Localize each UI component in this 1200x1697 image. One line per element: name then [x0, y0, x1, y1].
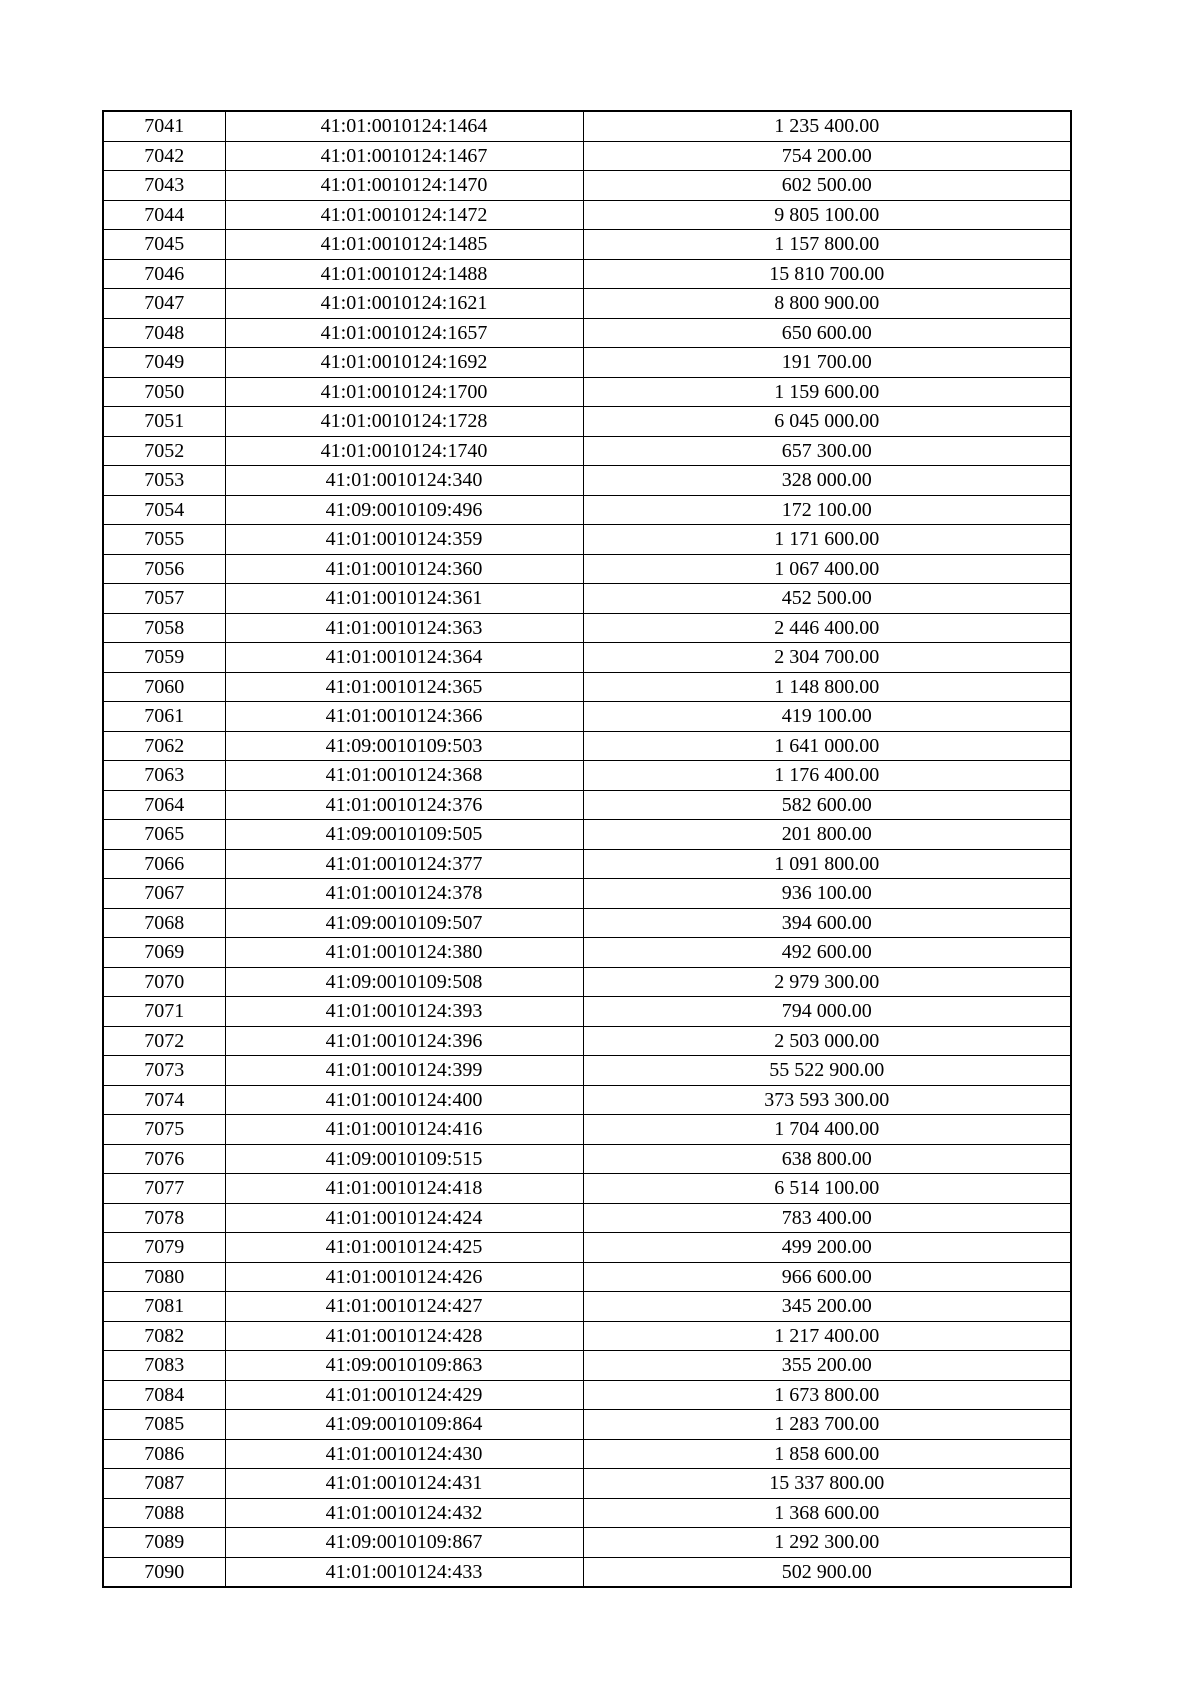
table-row	[103, 613, 1071, 643]
cadastral-value-cell: 936 100.00	[583, 879, 1071, 909]
cadastral-number-cell: 41:01:0010124:364	[225, 643, 583, 673]
cadastral-value-cell: 1 148 800.00	[583, 672, 1071, 702]
cadastral-value-cell: 55 522 900.00	[583, 1056, 1071, 1086]
cadastral-value-cell: 6 045 000.00	[583, 407, 1071, 437]
cadastral-value-cell: 15 337 800.00	[583, 1469, 1071, 1499]
table-row	[103, 289, 1071, 319]
cadastral-value-cell: 2 979 300.00	[583, 967, 1071, 997]
cadastral-number-cell: 41:01:0010124:425	[225, 1233, 583, 1263]
cadastral-number-cell: 41:01:0010124:1692	[225, 348, 583, 378]
table-row	[103, 1115, 1071, 1145]
row-number-cell: 7082	[103, 1321, 225, 1351]
row-number-cell: 7087	[103, 1469, 225, 1499]
cadastral-number-cell: 41:01:0010124:377	[225, 849, 583, 879]
cadastral-number-cell: 41:01:0010124:1485	[225, 230, 583, 260]
table-row	[103, 1292, 1071, 1322]
table-row	[103, 849, 1071, 879]
table-row	[103, 997, 1071, 1027]
cadastral-value-cell: 345 200.00	[583, 1292, 1071, 1322]
document-page	[102, 110, 1070, 1588]
table-row	[103, 938, 1071, 968]
row-number-cell: 7079	[103, 1233, 225, 1263]
cadastral-number-cell: 41:01:0010124:428	[225, 1321, 583, 1351]
cadastral-value-cell: 1 673 800.00	[583, 1380, 1071, 1410]
row-number-cell: 7063	[103, 761, 225, 791]
table-row	[103, 111, 1071, 141]
table-row	[103, 436, 1071, 466]
table-row	[103, 820, 1071, 850]
row-number-cell: 7055	[103, 525, 225, 555]
row-number-cell: 7058	[103, 613, 225, 643]
cadastral-number-cell: 41:01:0010124:361	[225, 584, 583, 614]
cadastral-value-cell: 502 900.00	[583, 1557, 1071, 1587]
cadastral-value-cell: 1 858 600.00	[583, 1439, 1071, 1469]
cadastral-value-cell: 1 283 700.00	[583, 1410, 1071, 1440]
table-row	[103, 1557, 1071, 1587]
table-row	[103, 584, 1071, 614]
row-number-cell: 7064	[103, 790, 225, 820]
table-row	[103, 879, 1071, 909]
row-number-cell: 7056	[103, 554, 225, 584]
table-row	[103, 702, 1071, 732]
row-number-cell: 7053	[103, 466, 225, 496]
cadastral-value-cell: 1 641 000.00	[583, 731, 1071, 761]
row-number-cell: 7065	[103, 820, 225, 850]
table-row	[103, 967, 1071, 997]
cadastral-value-cell: 1 176 400.00	[583, 761, 1071, 791]
cadastral-value-cell: 419 100.00	[583, 702, 1071, 732]
cadastral-number-cell: 41:01:0010124:368	[225, 761, 583, 791]
cadastral-value-cell: 582 600.00	[583, 790, 1071, 820]
row-number-cell: 7077	[103, 1174, 225, 1204]
table-row	[103, 259, 1071, 289]
cadastral-value-cell: 650 600.00	[583, 318, 1071, 348]
cadastral-number-cell: 41:01:0010124:365	[225, 672, 583, 702]
cadastral-number-cell: 41:01:0010124:429	[225, 1380, 583, 1410]
cadastral-value-cell: 2 503 000.00	[583, 1026, 1071, 1056]
row-number-cell: 7073	[103, 1056, 225, 1086]
cadastral-number-cell: 41:09:0010109:867	[225, 1528, 583, 1558]
row-number-cell: 7084	[103, 1380, 225, 1410]
table-row	[103, 672, 1071, 702]
table-row	[103, 377, 1071, 407]
cadastral-value-cell: 1 157 800.00	[583, 230, 1071, 260]
cadastral-value-cell: 6 514 100.00	[583, 1174, 1071, 1204]
row-number-cell: 7081	[103, 1292, 225, 1322]
cadastral-value-cell: 172 100.00	[583, 495, 1071, 525]
table-row	[103, 1262, 1071, 1292]
table-row	[103, 1498, 1071, 1528]
cadastral-number-cell: 41:01:0010124:380	[225, 938, 583, 968]
cadastral-number-cell: 41:09:0010109:864	[225, 1410, 583, 1440]
cadastral-value-cell: 754 200.00	[583, 141, 1071, 171]
table-row	[103, 495, 1071, 525]
cadastral-value-cell: 15 810 700.00	[583, 259, 1071, 289]
cadastral-value-cell: 657 300.00	[583, 436, 1071, 466]
row-number-cell: 7070	[103, 967, 225, 997]
row-number-cell: 7080	[103, 1262, 225, 1292]
cadastral-number-cell: 41:09:0010109:503	[225, 731, 583, 761]
cadastral-number-cell: 41:01:0010124:432	[225, 1498, 583, 1528]
cadastral-number-cell: 41:01:0010124:427	[225, 1292, 583, 1322]
table-row	[103, 908, 1071, 938]
row-number-cell: 7074	[103, 1085, 225, 1115]
table-body	[103, 111, 1071, 1587]
table-row	[103, 1439, 1071, 1469]
row-number-cell: 7043	[103, 171, 225, 201]
cadastral-value-cell: 1 091 800.00	[583, 849, 1071, 879]
cadastral-value-cell: 373 593 300.00	[583, 1085, 1071, 1115]
cadastral-value-cell: 355 200.00	[583, 1351, 1071, 1381]
cadastral-value-cell: 201 800.00	[583, 820, 1071, 850]
cadastral-number-cell: 41:01:0010124:396	[225, 1026, 583, 1056]
cadastral-number-cell: 41:01:0010124:418	[225, 1174, 583, 1204]
row-number-cell: 7051	[103, 407, 225, 437]
row-number-cell: 7089	[103, 1528, 225, 1558]
table-row	[103, 761, 1071, 791]
cadastral-number-cell: 41:01:0010124:360	[225, 554, 583, 584]
cadastral-value-cell: 1 704 400.00	[583, 1115, 1071, 1145]
cadastral-number-cell: 41:01:0010124:416	[225, 1115, 583, 1145]
table-row	[103, 466, 1071, 496]
table-row	[103, 348, 1071, 378]
cadastral-value-cell: 1 217 400.00	[583, 1321, 1071, 1351]
row-number-cell: 7045	[103, 230, 225, 260]
table-row	[103, 1321, 1071, 1351]
cadastral-value-cell: 1 171 600.00	[583, 525, 1071, 555]
table-row	[103, 1380, 1071, 1410]
row-number-cell: 7083	[103, 1351, 225, 1381]
cadastral-number-cell: 41:09:0010109:507	[225, 908, 583, 938]
row-number-cell: 7075	[103, 1115, 225, 1145]
cadastral-number-cell: 41:01:0010124:1467	[225, 141, 583, 171]
row-number-cell: 7071	[103, 997, 225, 1027]
row-number-cell: 7049	[103, 348, 225, 378]
row-number-cell: 7041	[103, 111, 225, 141]
cadastral-number-cell: 41:01:0010124:366	[225, 702, 583, 732]
row-number-cell: 7050	[103, 377, 225, 407]
cadastral-value-cell: 191 700.00	[583, 348, 1071, 378]
cadastral-number-cell: 41:01:0010124:1470	[225, 171, 583, 201]
table-row	[103, 141, 1071, 171]
row-number-cell: 7047	[103, 289, 225, 319]
cadastral-number-cell: 41:01:0010124:1657	[225, 318, 583, 348]
row-number-cell: 7057	[103, 584, 225, 614]
cadastral-value-cell: 1 159 600.00	[583, 377, 1071, 407]
cadastral-number-cell: 41:09:0010109:515	[225, 1144, 583, 1174]
row-number-cell: 7088	[103, 1498, 225, 1528]
cadastral-value-cell: 9 805 100.00	[583, 200, 1071, 230]
cadastral-number-cell: 41:01:0010124:431	[225, 1469, 583, 1499]
cadastral-number-cell: 41:01:0010124:1488	[225, 259, 583, 289]
cadastral-number-cell: 41:01:0010124:1472	[225, 200, 583, 230]
row-number-cell: 7044	[103, 200, 225, 230]
table-row	[103, 1410, 1071, 1440]
table-row	[103, 643, 1071, 673]
table-row	[103, 200, 1071, 230]
cadastral-number-cell: 41:01:0010124:400	[225, 1085, 583, 1115]
cadastral-number-cell: 41:01:0010124:1621	[225, 289, 583, 319]
cadastral-number-cell: 41:01:0010124:393	[225, 997, 583, 1027]
cadastral-number-cell: 41:01:0010124:424	[225, 1203, 583, 1233]
row-number-cell: 7072	[103, 1026, 225, 1056]
table-row	[103, 554, 1071, 584]
cadastral-value-cell: 638 800.00	[583, 1144, 1071, 1174]
cadastral-value-cell: 499 200.00	[583, 1233, 1071, 1263]
cadastral-value-cell: 1 235 400.00	[583, 111, 1071, 141]
table-row	[103, 171, 1071, 201]
cadastral-number-cell: 41:01:0010124:426	[225, 1262, 583, 1292]
row-number-cell: 7048	[103, 318, 225, 348]
row-number-cell: 7078	[103, 1203, 225, 1233]
table-row	[103, 1203, 1071, 1233]
row-number-cell: 7052	[103, 436, 225, 466]
cadastral-number-cell: 41:01:0010124:1464	[225, 111, 583, 141]
table-row	[103, 1085, 1071, 1115]
cadastral-number-cell: 41:01:0010124:399	[225, 1056, 583, 1086]
table-row	[103, 1233, 1071, 1263]
cadastral-number-cell: 41:01:0010124:433	[225, 1557, 583, 1587]
row-number-cell: 7066	[103, 849, 225, 879]
cadastral-value-cell: 2 304 700.00	[583, 643, 1071, 673]
row-number-cell: 7042	[103, 141, 225, 171]
cadastral-value-cell: 452 500.00	[583, 584, 1071, 614]
table-row	[103, 1174, 1071, 1204]
table-row	[103, 1144, 1071, 1174]
row-number-cell: 7068	[103, 908, 225, 938]
table-row	[103, 790, 1071, 820]
cadastral-number-cell: 41:01:0010124:430	[225, 1439, 583, 1469]
row-number-cell: 7046	[103, 259, 225, 289]
cadastral-value-table	[102, 110, 1072, 1588]
row-number-cell: 7059	[103, 643, 225, 673]
cadastral-value-cell: 8 800 900.00	[583, 289, 1071, 319]
cadastral-number-cell: 41:09:0010109:505	[225, 820, 583, 850]
row-number-cell: 7062	[103, 731, 225, 761]
row-number-cell: 7085	[103, 1410, 225, 1440]
table-row	[103, 230, 1071, 260]
row-number-cell: 7061	[103, 702, 225, 732]
table-row	[103, 1528, 1071, 1558]
cadastral-value-cell: 1 368 600.00	[583, 1498, 1071, 1528]
cadastral-number-cell: 41:01:0010124:1740	[225, 436, 583, 466]
cadastral-value-cell: 394 600.00	[583, 908, 1071, 938]
row-number-cell: 7054	[103, 495, 225, 525]
cadastral-number-cell: 41:01:0010124:378	[225, 879, 583, 909]
row-number-cell: 7069	[103, 938, 225, 968]
row-number-cell: 7060	[103, 672, 225, 702]
row-number-cell: 7067	[103, 879, 225, 909]
cadastral-number-cell: 41:01:0010124:376	[225, 790, 583, 820]
table-row	[103, 1026, 1071, 1056]
cadastral-value-cell: 492 600.00	[583, 938, 1071, 968]
table-row	[103, 318, 1071, 348]
cadastral-value-cell: 783 400.00	[583, 1203, 1071, 1233]
cadastral-value-cell: 2 446 400.00	[583, 613, 1071, 643]
table-row	[103, 1469, 1071, 1499]
table-row	[103, 407, 1071, 437]
cadastral-number-cell: 41:09:0010109:508	[225, 967, 583, 997]
cadastral-value-cell: 966 600.00	[583, 1262, 1071, 1292]
row-number-cell: 7086	[103, 1439, 225, 1469]
row-number-cell: 7076	[103, 1144, 225, 1174]
cadastral-number-cell: 41:01:0010124:340	[225, 466, 583, 496]
cadastral-number-cell: 41:09:0010109:863	[225, 1351, 583, 1381]
cadastral-value-cell: 794 000.00	[583, 997, 1071, 1027]
row-number-cell: 7090	[103, 1557, 225, 1587]
cadastral-number-cell: 41:01:0010124:363	[225, 613, 583, 643]
table-row	[103, 731, 1071, 761]
cadastral-value-cell: 1 292 300.00	[583, 1528, 1071, 1558]
cadastral-number-cell: 41:01:0010124:1700	[225, 377, 583, 407]
cadastral-value-cell: 602 500.00	[583, 171, 1071, 201]
cadastral-value-cell: 328 000.00	[583, 466, 1071, 496]
cadastral-number-cell: 41:09:0010109:496	[225, 495, 583, 525]
table-row	[103, 525, 1071, 555]
cadastral-value-cell: 1 067 400.00	[583, 554, 1071, 584]
table-row	[103, 1056, 1071, 1086]
cadastral-number-cell: 41:01:0010124:359	[225, 525, 583, 555]
table-row	[103, 1351, 1071, 1381]
cadastral-number-cell: 41:01:0010124:1728	[225, 407, 583, 437]
